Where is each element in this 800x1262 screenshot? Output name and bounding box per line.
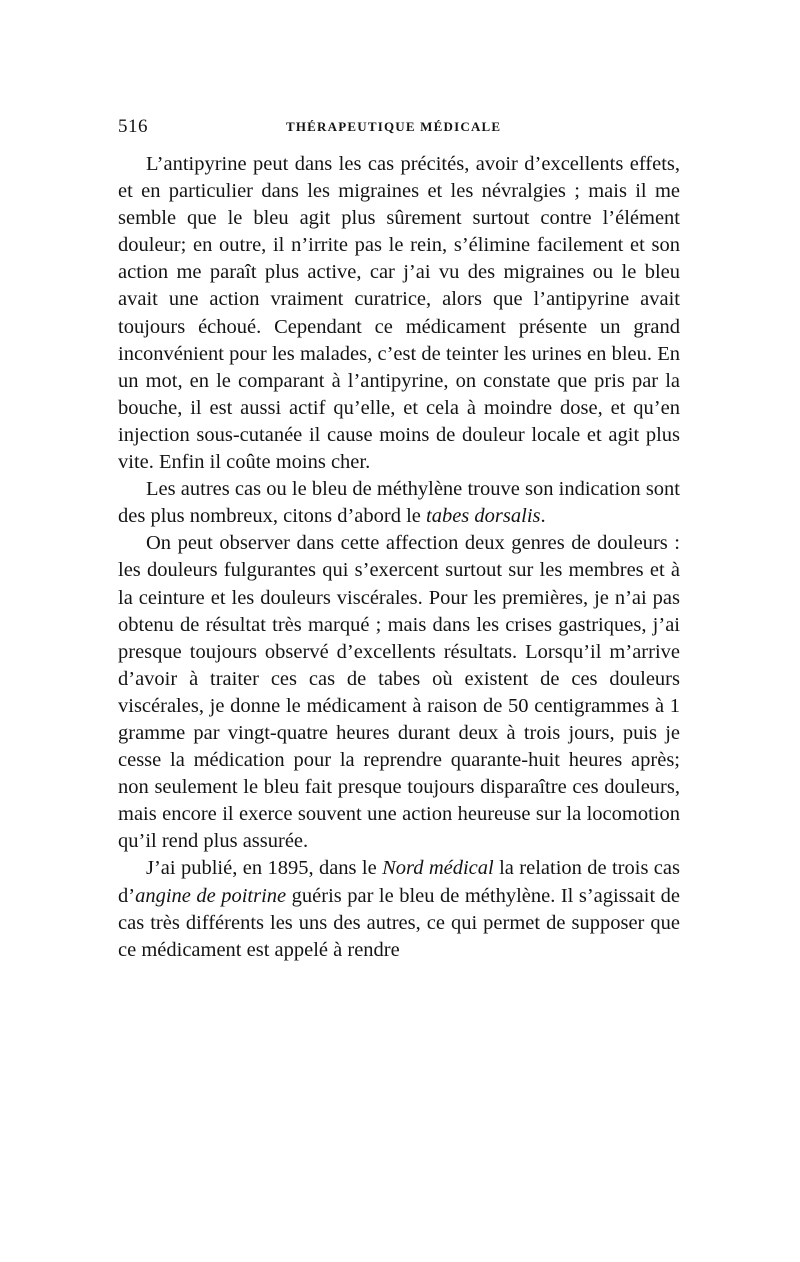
tabes-dorsalis-term: tabes dorsalis	[426, 505, 541, 528]
paragraph-tabes-end: .	[540, 505, 546, 528]
paragraph-tabes-text: Les autres cas ou le bleu de méthylène trouve son indication sont des plus nombreux, citons d’abord le	[118, 478, 680, 528]
page-header	[118, 116, 680, 140]
paragraph-angine-middle: la relation de trois cas d’	[118, 857, 680, 907]
paragraph-douleurs: On peut observer dans cette affection deux genres de douleurs : les douleurs fulgurantes qui s’exercent surtout sur les membres et à la ceinture et les douleurs viscérales. Pour les premières, je n’ai pas obtenu de résultat très marqué ; mais dans les crises gastriques, j’ai presque toujours observé d’excellents résultats. Lorsqu’il m’arrive d’avoir à traiter ces cas de tabes où existent de ces douleurs viscérales, je donne le médicament à raison de 50 centigrammes à 1 gramme par vingt-quatre heures durant deux à trois jours, puis je cesse la médication pour la reprendre quarante-huit heures après; non seulement le bleu fait presque toujours disparaître ces douleurs, mais encore il exerce souvent une action heureuse sur la locomotion qu’il rend plus assurée.	[118, 532, 680, 853]
page-number: 516	[118, 116, 148, 137]
body-text	[118, 151, 680, 964]
paragraph-angine-start: J’ai publié, en 1895, dans le	[146, 857, 383, 880]
running-title: THÉRAPEUTIQUE MÉDICALE	[286, 119, 502, 134]
paragraph-antipyrine: L’antipyrine peut dans les cas précités, avoir d’excellents effets, et en particulier dans les migraines et les névralgies ; mais il me semble que le bleu agit plus sûrement surtout contre l’élément douleur; en outre, il n’irrite pas le rein, s’élimine facilement et son action me paraît plus active, car j’ai vu des migraines ou le bleu avait une action vraiment curatrice, alors que l’antipyrine avait toujours échoué. Cependant ce médicament présente un grand inconvénient pour les malades, c’est de teinter les urines en bleu. En un mot, en le comparant à l’antipyrine, on constate que pris par la bouche, il est aussi actif qu’elle, et cela à moindre dose, et qu’en injection sous-cutanée il cause moins de douleur locale et agit plus vite. Enfin il coûte moins cher.	[118, 153, 680, 474]
paragraph-tabes	[118, 476, 680, 530]
angine-de-poitrine-term: angine de poitrine	[135, 884, 287, 907]
paragraph-angine-end: guéris par le bleu de méthylène. Il s’agissait de cas très différents les uns des autres, ce qui permet de supposer que ce médicament est appelé à rendre	[118, 884, 681, 961]
nord-medical-title: Nord médical	[382, 857, 494, 880]
paragraph-angine	[118, 855, 680, 963]
